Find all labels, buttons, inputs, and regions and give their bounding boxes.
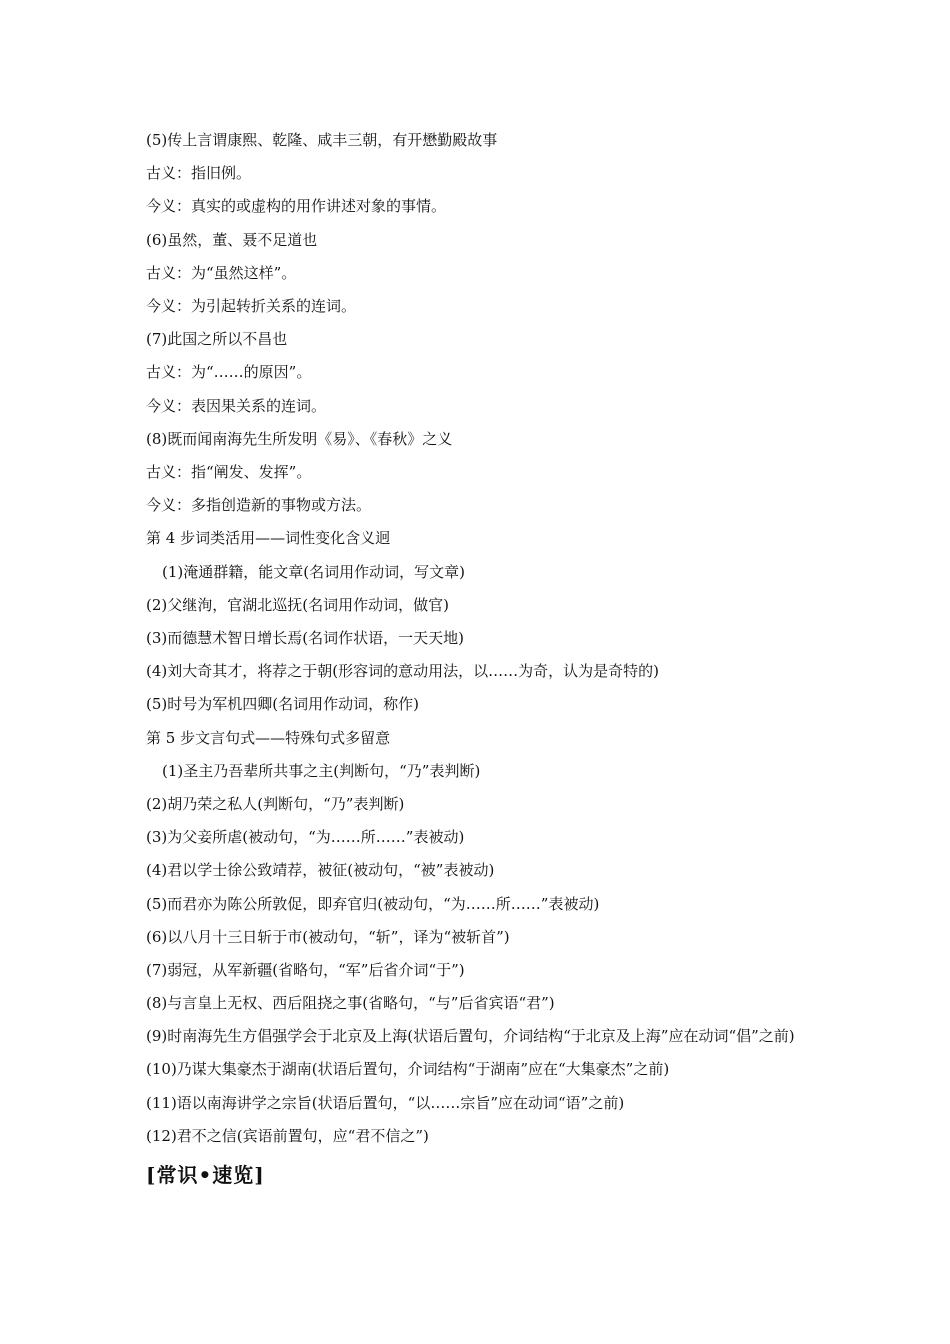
text-line: (10)乃谋大集豪杰于湖南(状语后置句，介词结构“于湖南”应在“大集豪杰”之前) bbox=[146, 1060, 670, 1079]
text-line: (5)而君亦为陈公所敦促，即弃官归(被动句，“为……所……”表被动) bbox=[146, 894, 600, 913]
text-line: 今义：表因果关系的连词。 bbox=[146, 396, 327, 415]
text-line: 今义：为引起转折关系的连词。 bbox=[146, 297, 357, 316]
text-line: 今义：多指创造新的事物或方法。 bbox=[146, 496, 372, 515]
text-line: (5)传上言谓康熙、乾隆、咸丰三朝，有开懋勤殿故事 bbox=[146, 131, 498, 149]
text-line: (4)刘大奇其才，将荐之于朝(形容词的意动用法，以……为奇，认为是奇特的) bbox=[146, 662, 659, 681]
text-line: (2)胡乃荣之私人(判断句，“乃”表判断) bbox=[146, 795, 405, 814]
text-line: 古义：指旧例。 bbox=[146, 164, 252, 183]
section-title-step4: 第 4 步词类活用——词性变化含义迥 bbox=[146, 529, 391, 548]
text-line: (7)此国之所以不昌也 bbox=[146, 330, 288, 349]
text-line: (5)时号为军机四卿(名词用作动词，称作) bbox=[146, 695, 419, 714]
text-line: (3)而德慧术智日增长焉(名词作状语，一天天地) bbox=[146, 629, 464, 648]
text-line: (6)虽然，董、聂不足道也 bbox=[146, 230, 318, 249]
text-line-wrapped: (9)时南海先生方倡强学会于北京及上海(状语后置句，介词结构“于北京及上海”应在动词“倡”之前) bbox=[146, 1027, 795, 1046]
text-line: (1)淹通群籍，能文章(名词用作动词，写文章) bbox=[162, 562, 465, 581]
text-line: (8)既而闻南海先生所发明《易》、《春秋》之义 bbox=[146, 429, 453, 448]
text-line: (2)父继洵，官湖北巡抚(名词用作动词，做官) bbox=[146, 595, 449, 614]
text-line: (6)以八月十三日斩于市(被动句，“斩”，译为“被斩首”) bbox=[146, 927, 510, 946]
section-title-step5: 第 5 步文言句式——特殊句式多留意 bbox=[146, 728, 391, 747]
text-line: (11)语以南海讲学之宗旨(状语后置句，“以……宗旨”应在动词“语”之前) bbox=[146, 1093, 625, 1112]
text-line: (1)圣主乃吾辈所共事之主(判断句，“乃”表判断) bbox=[162, 761, 481, 780]
text-line: (3)为父妾所虐(被动句，“为……所……”表被动) bbox=[146, 828, 465, 847]
text-line: 古义：指“阐发、发挥”。 bbox=[146, 463, 312, 482]
text-line: (8)与言皇上无权、西后阻挠之事(省略句，“与”后省宾语“君”) bbox=[146, 994, 555, 1013]
document-page bbox=[146, 124, 826, 1195]
text-line: 今义：真实的或虚构的用作讲述对象的事情。 bbox=[146, 197, 447, 216]
text-line: (7)弱冠，从军新疆(省略句，“军”后省介词“于”) bbox=[146, 961, 465, 980]
section-heading: [常识•速览] bbox=[146, 1163, 265, 1188]
text-line: (12)君不之信(宾语前置句，应“君不信之”) bbox=[146, 1126, 429, 1145]
text-line: 古义：为“……的原因”。 bbox=[146, 363, 312, 382]
text-line: 古义：为“虽然这样”。 bbox=[146, 263, 297, 282]
text-line: (4)君以学士徐公致靖荐，被征(被动句，“被”表被动) bbox=[146, 861, 495, 880]
